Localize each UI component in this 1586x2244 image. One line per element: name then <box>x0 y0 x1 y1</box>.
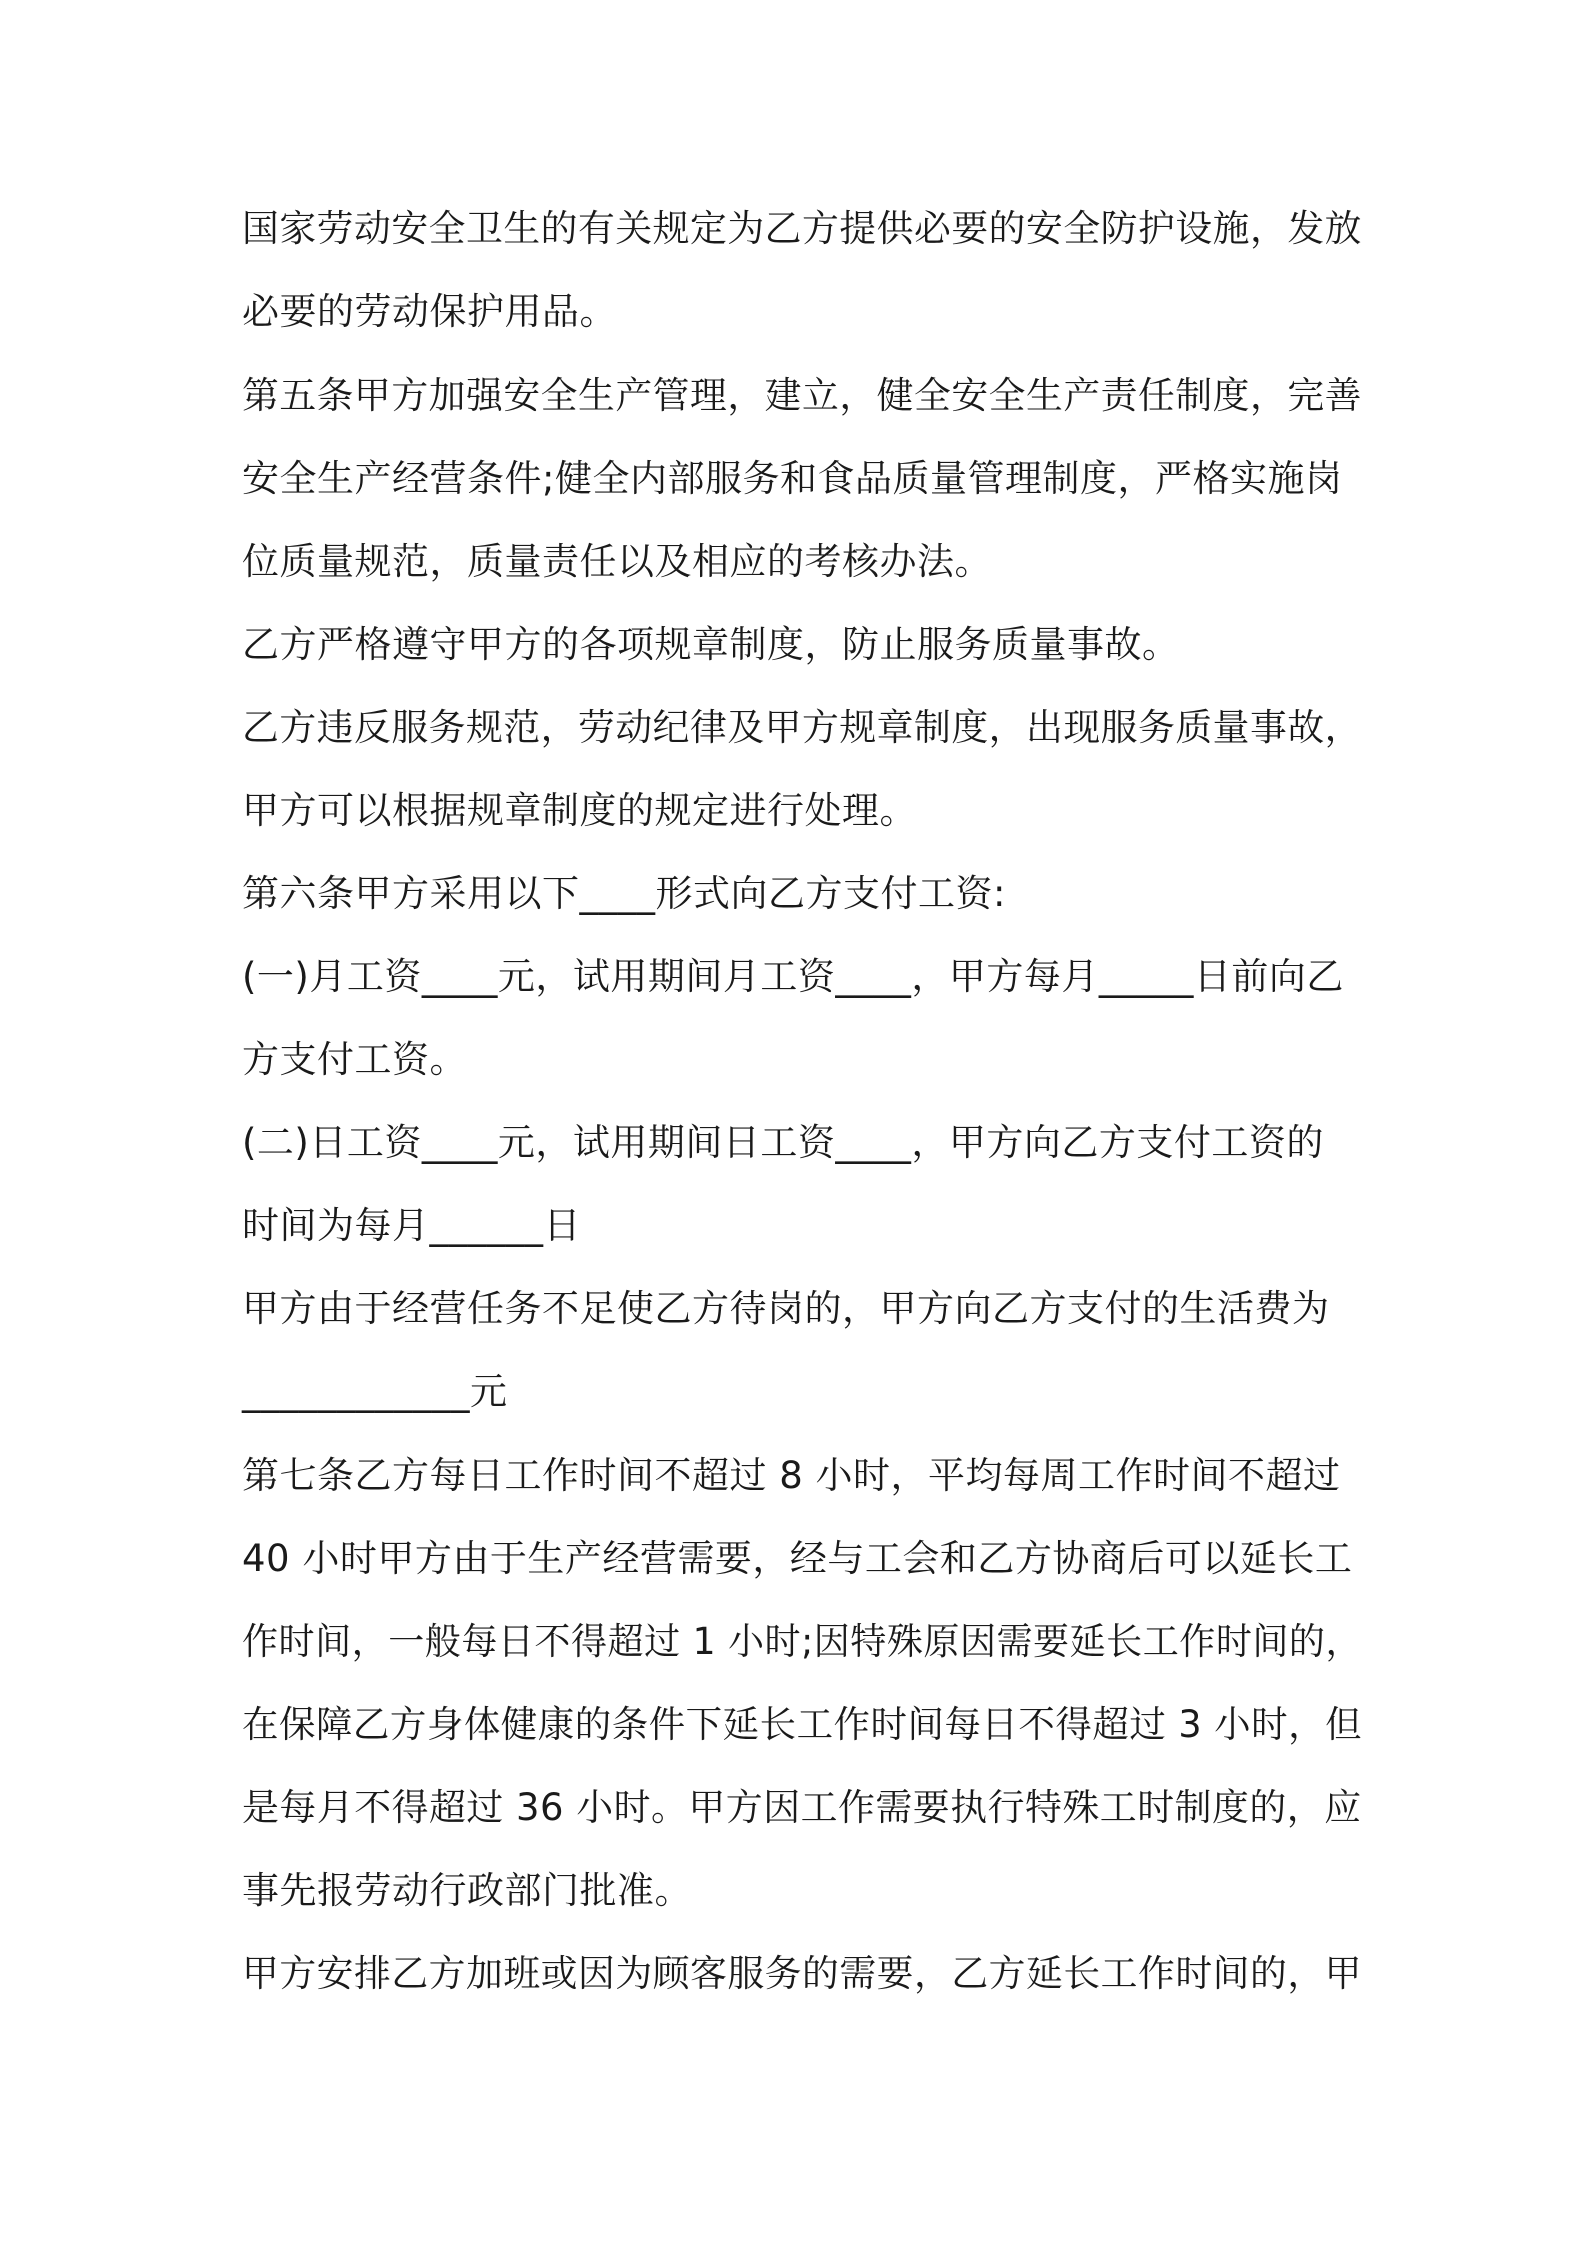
text-line: 国家劳动安全卫生的有关规定为乙方提供必要的安全防护设施，发放 <box>242 207 1362 250</box>
text-line: (二)日工资____元，试用期间日工资____，甲方向乙方支付工资的 <box>242 1121 1324 1164</box>
text-line: 第六条甲方采用以下____形式向乙方支付工资: <box>242 872 1006 915</box>
text-line: 甲方安排乙方加班或因为顾客服务的需要，乙方延长工作时间的，甲 <box>242 1952 1362 1995</box>
text-line: 方支付工资。 <box>242 1038 467 1081</box>
text-line: 安全生产经营条件;健全内部服务和食品质量管理制度，严格实施岗 <box>242 457 1343 500</box>
text-line: 第七条乙方每日工作时间不超过 8 小时，平均每周工作时间不超过 <box>242 1454 1341 1497</box>
text-line: 40 小时甲方由于生产经营需要，经与工会和乙方协商后可以延长工 <box>242 1537 1353 1580</box>
text-line: 事先报劳动行政部门批准。 <box>242 1869 692 1912</box>
text-line: (一)月工资____元，试用期间月工资____，甲方每月_____日前向乙 <box>242 955 1344 998</box>
text-line: 甲方可以根据规章制度的规定进行处理。 <box>242 789 917 832</box>
text-line: 乙方严格遵守甲方的各项规章制度，防止服务质量事故。 <box>242 623 1180 666</box>
text-line: 作时间，一般每日不得超过 1 小时;因特殊原因需要延长工作时间的， <box>242 1620 1363 1663</box>
text-line: 时间为每月______日 <box>242 1204 581 1247</box>
text-line: ____________元 <box>242 1370 508 1413</box>
text-line: 在保障乙方身体健康的条件下延长工作时间每日不得超过 3 小时，但 <box>242 1703 1363 1746</box>
text-line: 乙方违反服务规范，劳动纪律及甲方规章制度，出现服务质量事故， <box>242 706 1362 749</box>
text-line: 是每月不得超过 36 小时。甲方因工作需要执行特殊工时制度的，应 <box>242 1786 1362 1829</box>
text-line: 甲方由于经营任务不足使乙方待岗的，甲方向乙方支付的生活费为 <box>242 1287 1330 1330</box>
text-line: 位质量规范，质量责任以及相应的考核办法。 <box>242 540 992 583</box>
text-line: 第五条甲方加强安全生产管理，建立，健全安全生产责任制度，完善 <box>242 374 1362 417</box>
text-line: 必要的劳动保护用品。 <box>242 290 617 333</box>
